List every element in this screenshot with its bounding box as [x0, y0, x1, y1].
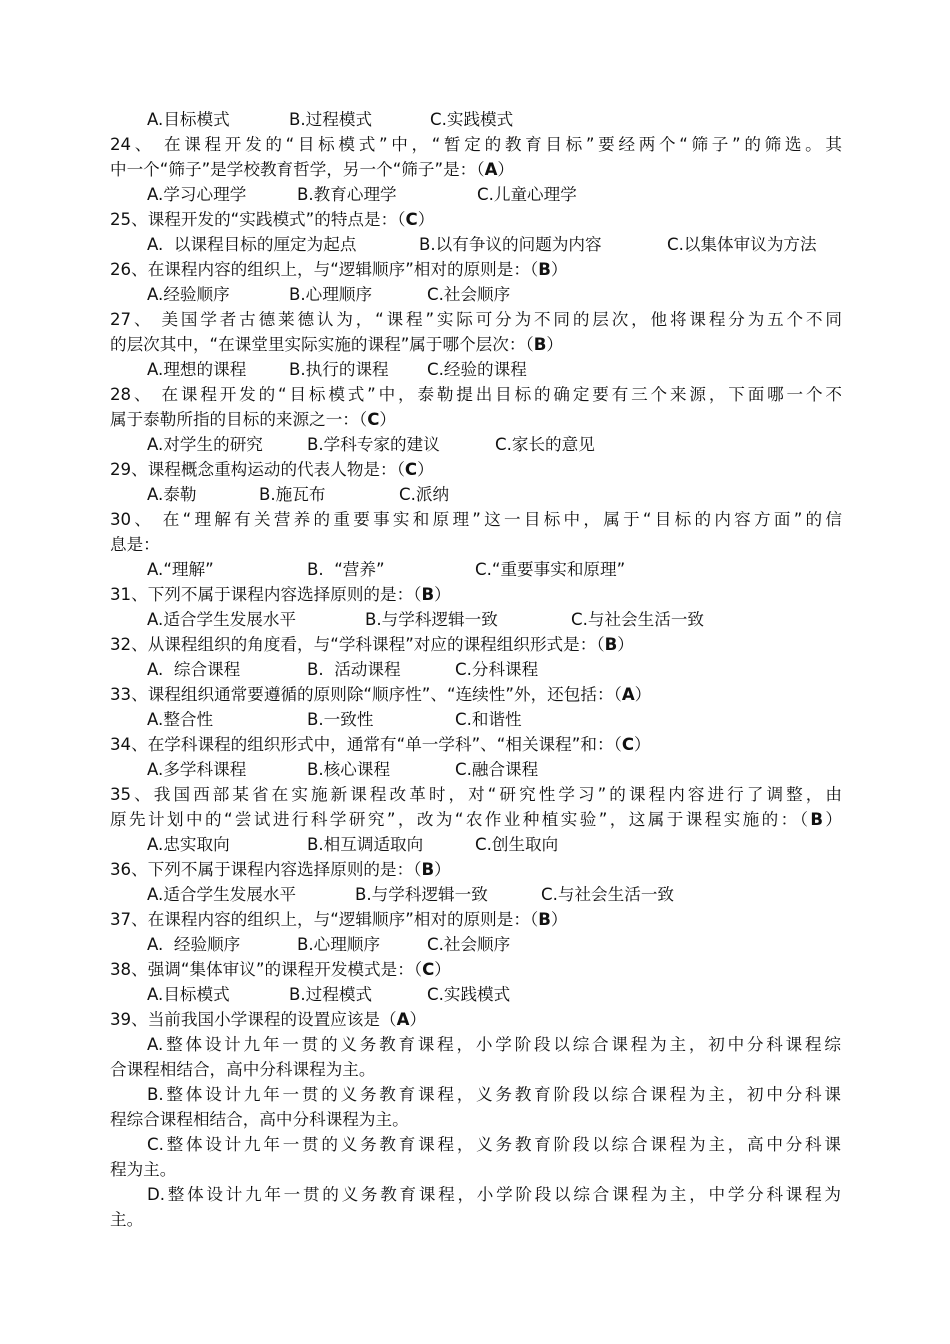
- option-b: B.执行的课程: [289, 360, 389, 379]
- question-line: 38、强调“集体审议”的课程开发模式是：（C）: [110, 960, 451, 979]
- question-text: 中一个“筛子”是学校教育哲学，另一个“筛子”是：（: [110, 160, 485, 179]
- question-line: 主。: [110, 1210, 144, 1229]
- option-a: A.忠实取向: [147, 835, 230, 854]
- question-line: 中一个“筛子”是学校教育哲学，另一个“筛子”是：（A）: [110, 160, 514, 179]
- question-line: 的层次其中，“在课堂里实际实施的课程”属于哪个层次：（B）: [110, 335, 563, 354]
- option-a: A. 以课程目标的厘定为起点: [147, 235, 357, 254]
- option-b: B. 活动课程: [307, 660, 401, 679]
- question-text: 33、课程组织通常要遵循的原则除“顺序性”、“连续性”外，还包括：（: [110, 685, 622, 704]
- answer-key: A: [484, 160, 498, 179]
- choice-paragraph-line: C.整体设计九年一贯的义务教育课程，义务教育阶段以综合课程为主，高中分科课: [147, 1135, 841, 1154]
- option-b: B.相互调适取向: [307, 835, 424, 854]
- question-line: 原先计划中的“尝试进行科学研究”，改为“农作业种植实验”，这属于课程实施的：（B）: [110, 810, 842, 829]
- option-a: A. 综合课程: [147, 660, 241, 679]
- question-line: 39、当前我国小学课程的设置应该是（A）: [110, 1010, 427, 1029]
- question-text: 31、下列不属于课程内容选择原则的是：（: [110, 585, 422, 604]
- answer-key: B: [538, 260, 551, 279]
- answer-key: B: [421, 585, 435, 604]
- question-line: 属于泰勒所指的目标的来源之一：（C）: [110, 410, 396, 429]
- option-c: C.“重要事实和原理”: [475, 560, 626, 579]
- answer-key: C: [621, 735, 635, 754]
- option-b: B.学科专家的建议: [307, 435, 440, 454]
- option-a: A.目标模式: [147, 985, 230, 1004]
- option-b: B.过程模式: [289, 985, 373, 1004]
- question-text: 的层次其中，“在课堂里实际实施的课程”属于哪个层次：（: [110, 335, 534, 354]
- question-line: 息是：: [110, 535, 160, 554]
- choice-paragraph-line: A.整体设计九年一贯的义务教育课程，小学阶段以综合课程为主，初中分科课程综: [147, 1035, 841, 1054]
- option-a: A.适合学生发展水平: [147, 885, 297, 904]
- option-c: C.实践模式: [430, 110, 514, 129]
- answer-key: A: [621, 685, 635, 704]
- option-c: C.实践模式: [427, 985, 511, 1004]
- option-a: A.泰勒: [147, 485, 197, 504]
- option-c: C.和谐性: [455, 710, 522, 729]
- option-c: C.分科课程: [455, 660, 539, 679]
- question-text: 34、在学科课程的组织形式中，通常有“单一学科”、“相关课程”和：（: [110, 735, 622, 754]
- question-line: 32、从课程组织的角度看，与“学科课程”对应的课程组织形式是：（B）: [110, 635, 634, 654]
- question-text: 32、从课程组织的角度看，与“学科课程”对应的课程组织形式是：（: [110, 635, 605, 654]
- question-line: 33、课程组织通常要遵循的原则除“顺序性”、“连续性”外，还包括：（A）: [110, 685, 652, 704]
- option-c: C.社会顺序: [427, 285, 511, 304]
- question-line: 29、课程概念重构运动的代表人物是：（C）: [110, 460, 434, 479]
- option-c: C.以集体审议为方法: [667, 235, 817, 254]
- option-b: B.施瓦布: [259, 485, 326, 504]
- answer-key: B: [538, 910, 551, 929]
- option-a: A.经验顺序: [147, 285, 230, 304]
- question-line: 24、 在课程开发的“目标模式”中，“暂定的教育目标”要经两个“筛子”的筛选。其: [110, 135, 842, 154]
- question-text: 37、在课程内容的组织上，与“逻辑顺序”相对的原则是：（: [110, 910, 539, 929]
- option-b: B.以有争议的问题为内容: [419, 235, 602, 254]
- question-text: 39、当前我国小学课程的设置应该是（: [110, 1010, 397, 1029]
- question-text: 36、下列不属于课程内容选择原则的是：（: [110, 860, 422, 879]
- question-line: 37、在课程内容的组织上，与“逻辑顺序”相对的原则是：（B）: [110, 910, 568, 929]
- question-text: 属于泰勒所指的目标的来源之一：（: [110, 410, 368, 429]
- option-c: C.儿童心理学: [477, 185, 577, 204]
- answer-key: B: [533, 335, 547, 354]
- answer-key: B: [604, 635, 618, 654]
- answer-key: B: [810, 810, 823, 829]
- option-a: A.对学生的研究: [147, 435, 263, 454]
- option-c: C.家长的意见: [495, 435, 595, 454]
- question-line: 27、 美国学者古德莱德认为，“课程”实际可分为不同的层次，他将课程分为五个不同: [110, 310, 842, 329]
- question-text: 25、课程开发的“实践模式”的特点是：（: [110, 210, 406, 229]
- option-b: B.心理顺序: [289, 285, 373, 304]
- option-a: A.适合学生发展水平: [147, 610, 297, 629]
- question-text: 38、强调“集体审议”的课程开发模式是：（: [110, 960, 423, 979]
- choice-paragraph-line: B.整体设计九年一贯的义务教育课程，义务教育阶段以综合课程为主，初中分科课: [147, 1085, 841, 1104]
- question-line: 合课程相结合，高中分科课程为主。: [110, 1060, 376, 1079]
- question-line: 25、课程开发的“实践模式”的特点是：（C）: [110, 210, 435, 229]
- option-a: A.多学科课程: [147, 760, 247, 779]
- question-text: 原先计划中的“尝试进行科学研究”，改为“农作业种植实验”，这属于课程实施的：（: [110, 810, 811, 829]
- option-c: C.与社会生活一致: [571, 610, 705, 629]
- option-b: B.与学科逻辑一致: [365, 610, 498, 629]
- option-a: A.学习心理学: [147, 185, 247, 204]
- question-line: 26、在课程内容的组织上，与“逻辑顺序”相对的原则是：（B）: [110, 260, 568, 279]
- option-b: B.核心课程: [307, 760, 391, 779]
- question-text: 29、课程概念重构运动的代表人物是：（: [110, 460, 405, 479]
- option-b: B.过程模式: [289, 110, 373, 129]
- option-c: C.社会顺序: [427, 935, 511, 954]
- question-line: 程为主。: [110, 1160, 177, 1179]
- answer-key: C: [367, 410, 380, 429]
- option-a: A.整合性: [147, 710, 214, 729]
- option-a: A.“理解”: [147, 560, 214, 579]
- question-line: 36、下列不属于课程内容选择原则的是：（B）: [110, 860, 451, 879]
- answer-key: C: [404, 460, 418, 479]
- option-c: C.经验的课程: [427, 360, 527, 379]
- option-b: B.与学科逻辑一致: [355, 885, 488, 904]
- question-line: 程综合课程相结合，高中分科课程为主。: [110, 1110, 409, 1129]
- option-a: A. 经验顺序: [147, 935, 241, 954]
- answer-key: B: [421, 860, 435, 879]
- option-a: A.理想的课程: [147, 360, 247, 379]
- option-c: C.与社会生活一致: [541, 885, 675, 904]
- option-c: C.派纳: [399, 485, 450, 504]
- answer-key: A: [396, 1010, 410, 1029]
- question-line: 34、在学科课程的组织形式中，通常有“单一学科”、“相关课程”和：（C）: [110, 735, 651, 754]
- option-c: C.创生取向: [475, 835, 559, 854]
- option-b: B.一致性: [307, 710, 374, 729]
- option-b: B.心理顺序: [297, 935, 381, 954]
- option-c: C.融合课程: [455, 760, 539, 779]
- question-line: 31、下列不属于课程内容选择原则的是：（B）: [110, 585, 451, 604]
- question-text: 26、在课程内容的组织上，与“逻辑顺序”相对的原则是：（: [110, 260, 539, 279]
- question-line: 28、 在课程开发的“目标模式”中，泰勒提出目标的确定要有三个来源，下面哪一个不: [110, 385, 842, 404]
- option-b: B. “营养”: [307, 560, 385, 579]
- answer-key: C: [405, 210, 418, 229]
- question-line: 35、我国西部某省在实施新课程改革时，对“研究性学习”的课程内容进行了调整，由: [110, 785, 842, 804]
- answer-key: C: [422, 960, 435, 979]
- option-a: A.目标模式: [147, 110, 230, 129]
- option-b: B.教育心理学: [297, 185, 397, 204]
- question-line: 30、 在“理解有关营养的重要事实和原理”这一目标中，属于“目标的内容方面”的信: [110, 510, 842, 529]
- choice-paragraph-line: D.整体设计九年一贯的义务教育课程，小学阶段以综合课程为主，中学分科课程为: [147, 1185, 841, 1204]
